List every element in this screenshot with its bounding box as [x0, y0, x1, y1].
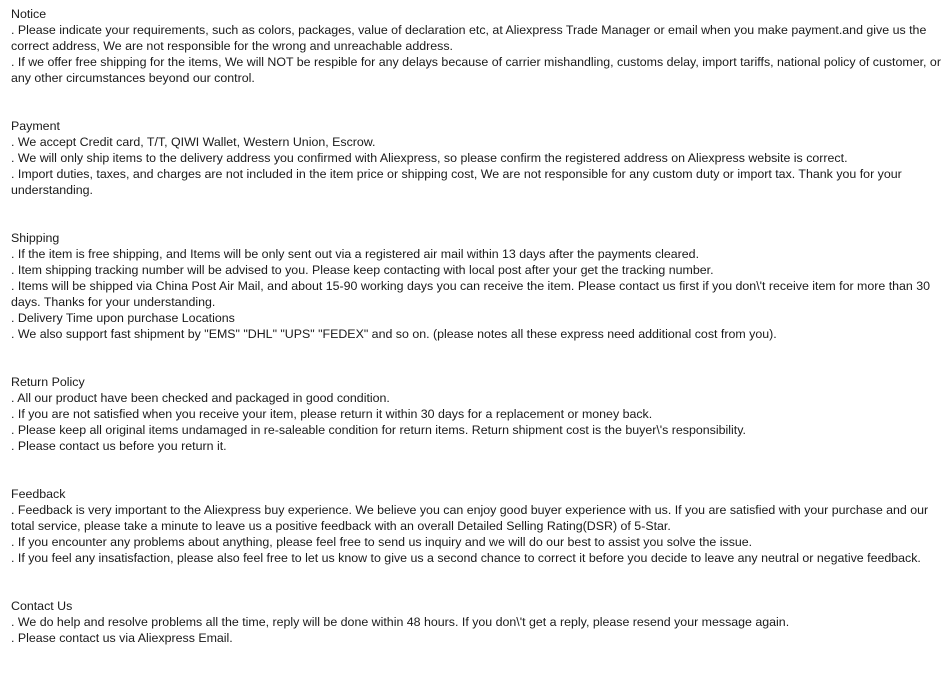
section-heading: Contact Us	[11, 599, 73, 613]
section-line: . Please indicate your requirements, such as colors, packages, value of declaration etc, at Aliexpress Trade Manager or email when you make payment.and give us the correct address, We are not responsible for the wrong and unreachable address.	[11, 23, 927, 53]
policy-document	[11, 6, 941, 678]
section-line: . All our product have been checked and packaged in good condition.	[11, 391, 390, 405]
section-return-policy	[11, 374, 941, 454]
section-line: . We also support fast shipment by "EMS" "DHL" "UPS" "FEDEX" and so on. (please notes all these express need additional cost from you).	[11, 327, 777, 341]
section-shipping	[11, 230, 941, 342]
section-line: . Feedback is very important to the Aliexpress buy experience. We believe you can enjoy good buyer experience with us. If you are satisfied with your purchase and our total service, please take a minute to leave us a positive feedback with an overall Detailed Selling Rating(DSR) of 5-Star.	[11, 503, 929, 533]
section-payment	[11, 118, 941, 198]
section-line: . If you feel any insatisfaction, please also feel free to let us know to give us a second chance to correct it before you decide to leave any neutral or negative feedback.	[11, 551, 921, 565]
section-line: . If you encounter any problems about anything, please feel free to send us inquiry and we will do our best to assist you solve the issue.	[11, 535, 753, 549]
section-line: . Please contact us before you return it.	[11, 439, 227, 453]
section-line: . Item shipping tracking number will be advised to you. Please keep contacting with local post after your get the tracking number.	[11, 263, 714, 277]
section-line: . If the item is free shipping, and Items will be only sent out via a registered air mail within 13 days after the payments cleared.	[11, 247, 700, 261]
section-line: . Please keep all original items undamaged in re-saleable condition for return items. Return shipment cost is the buyer\'s responsibility.	[11, 423, 746, 437]
section-line: . If we offer free shipping for the items, We will NOT be respible for any delays because of carrier mishandling, customs delay, import tariffs, national policy of customer, or any other circumstances beyond our control.	[11, 55, 941, 85]
section-heading: Notice	[11, 7, 47, 21]
section-feedback	[11, 486, 941, 566]
section-line: . Import duties, taxes, and charges are not included in the item price or shipping cost, We are not responsible for any custom duty or import tax. Thank you for your understanding.	[11, 167, 902, 197]
section-heading: Payment	[11, 119, 60, 133]
section-line: . Items will be shipped via China Post Air Mail, and about 15-90 working days you can receive the item. Please contact us first if you don\'t receive item for more than 30 days. Thanks for your understanding.	[11, 279, 931, 309]
section-heading: Return Policy	[11, 375, 85, 389]
section-line: . If you are not satisfied when you receive your item, please return it within 30 days for a replacement or money back.	[11, 407, 653, 421]
section-heading: Feedback	[11, 487, 66, 501]
section-heading: Shipping	[11, 231, 60, 245]
section-line: . We will only ship items to the delivery address you confirmed with Aliexpress, so please confirm the registered address on Aliexpress website is correct.	[11, 151, 848, 165]
section-line: . We do help and resolve problems all the time, reply will be done within 48 hours. If you don\'t get a reply, please resend your message again.	[11, 615, 790, 629]
section-line: . Delivery Time upon purchase Locations	[11, 311, 235, 325]
section-contact-us	[11, 598, 941, 646]
section-line: . We accept Credit card, T/T, QIWI Wallet, Western Union, Escrow.	[11, 135, 376, 149]
section-line: . Please contact us via Aliexpress Email.	[11, 631, 233, 645]
section-notice	[11, 6, 941, 86]
